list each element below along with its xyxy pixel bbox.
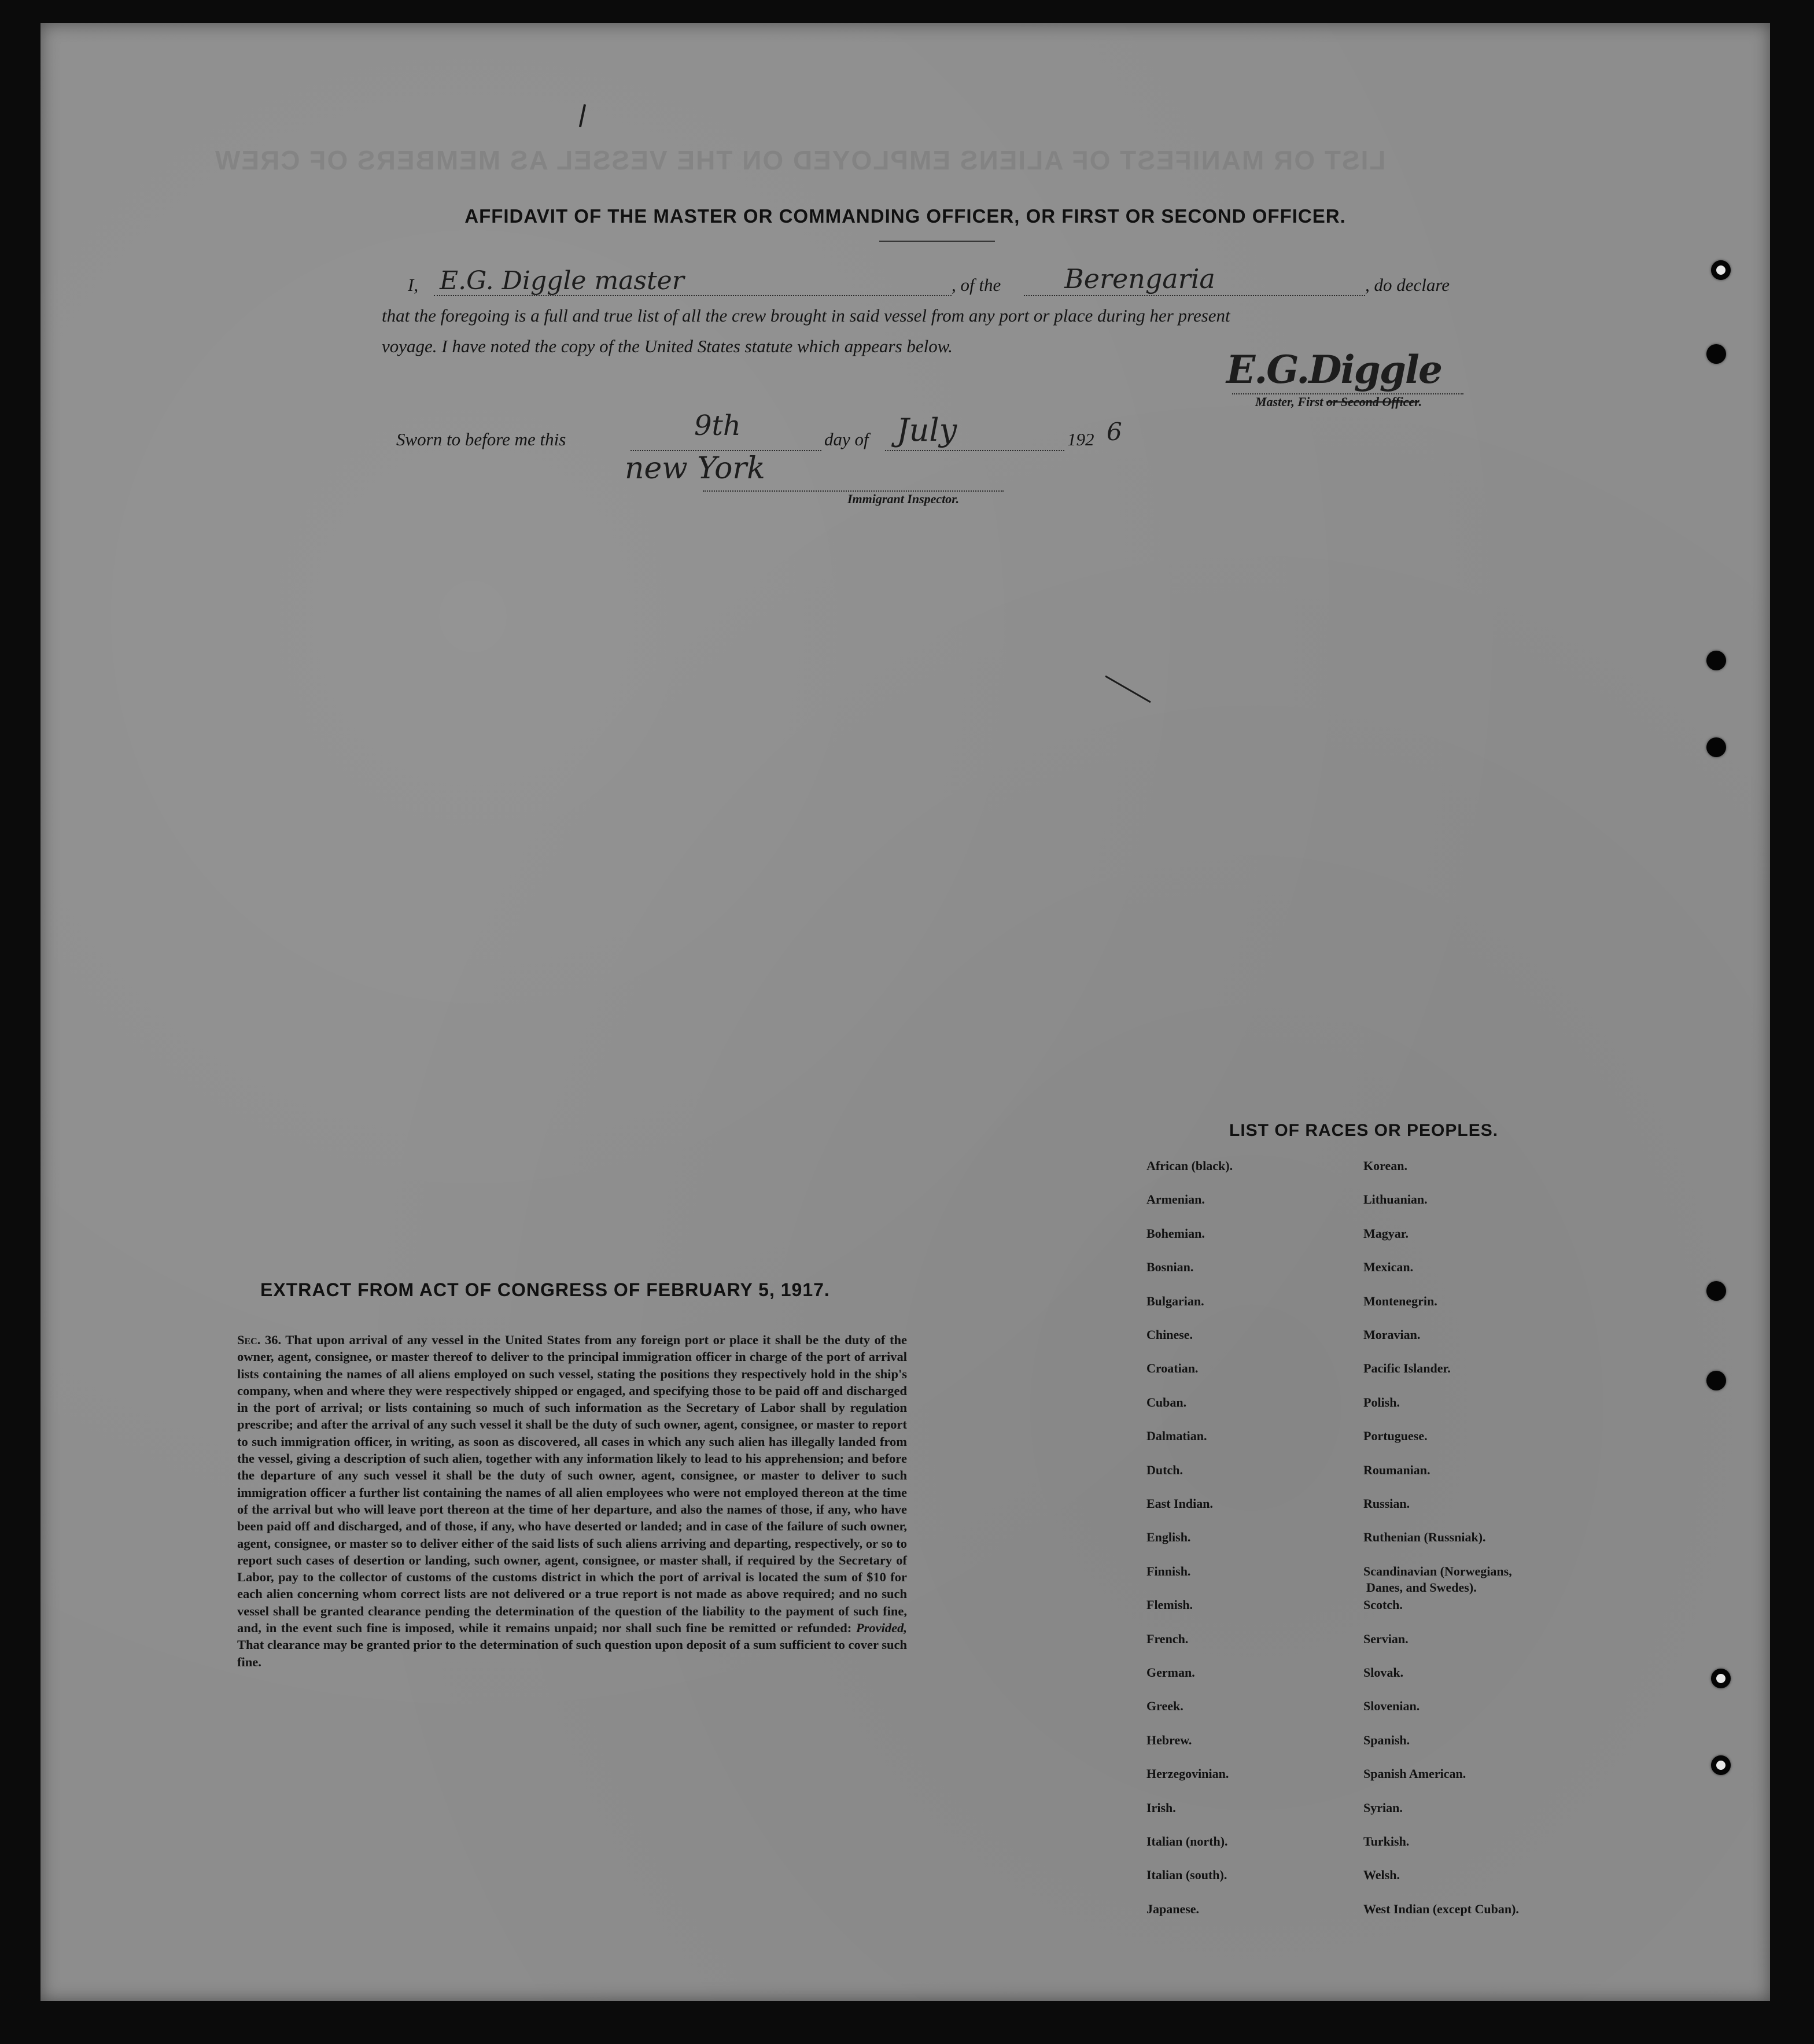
extract-title: EXTRACT FROM ACT OF CONGRESS OF FEBRUARY 5, 1917. (260, 1279, 830, 1300)
affidavit-line2: that the foregoing is a full and true list of all the crew brought in said vessel from any port or place during her present (382, 305, 1230, 326)
handwritten-month: July (897, 412, 957, 448)
handwritten-year-digit: 6 (1107, 418, 1122, 446)
affidavit-do-declare: , do declare (1365, 275, 1450, 295)
affidavit-of-the: , of the (952, 275, 1001, 295)
document-page (40, 23, 1770, 2001)
race-item: Croatian. (1146, 1361, 1199, 1376)
race-item: Slovenian. (1363, 1699, 1420, 1714)
binder-hole (1711, 1669, 1731, 1688)
race-item: Herzegovinian. (1146, 1766, 1229, 1781)
binder-hole (1711, 1755, 1731, 1775)
race-item: Italian (north). (1146, 1834, 1228, 1849)
race-item: Servian. (1363, 1631, 1409, 1646)
race-item: Finnish. (1146, 1563, 1191, 1578)
race-item: Cuban. (1146, 1394, 1187, 1410)
binder-hole (1706, 344, 1726, 364)
affidavit-line1-prefix: I, (408, 275, 419, 295)
race-item: Syrian. (1363, 1800, 1403, 1815)
race-item: Magyar. (1363, 1226, 1409, 1241)
race-item: German. (1146, 1665, 1195, 1680)
races-title: LIST OF RACES OR PEOPLES. (1229, 1121, 1499, 1140)
race-item: Welsh. (1363, 1868, 1400, 1883)
race-item: Dutch. (1146, 1462, 1183, 1477)
extract-body (237, 1331, 907, 1670)
affidavit-title: AFFIDAVIT OF THE MASTER OR COMMANDING OFFICER, OR FIRST OR SECOND OFFICER. (464, 205, 1346, 227)
sworn-year-prefix: 192 (1067, 429, 1094, 449)
race-item: French. (1146, 1631, 1189, 1646)
race-item: Ruthenian (Russniak). (1363, 1530, 1486, 1545)
sworn-day-label: day of (824, 429, 869, 449)
struck-second-officer: or Second Officer (1326, 394, 1419, 409)
race-item: Bulgarian. (1146, 1293, 1204, 1308)
race-item: Armenian. (1146, 1192, 1205, 1207)
race-item: Montenegrin. (1363, 1293, 1437, 1308)
race-item: Chinese. (1146, 1327, 1193, 1342)
section-label: Sec. 36. (237, 1333, 282, 1347)
race-item: East Indian. (1146, 1496, 1213, 1511)
race-item: Spanish American. (1363, 1766, 1466, 1781)
handwritten-place: new York (625, 451, 765, 486)
race-item: Korean. (1363, 1158, 1407, 1173)
stray-mark (1105, 676, 1151, 703)
race-item: Flemish. (1146, 1597, 1193, 1613)
race-item: Hebrew. (1146, 1732, 1192, 1747)
race-item: English. (1146, 1530, 1191, 1545)
handwritten-master-name: E.G. Diggle master (440, 266, 684, 296)
race-item: Dalmatian. (1146, 1429, 1207, 1444)
race-item: Greek. (1146, 1699, 1183, 1714)
handwritten-day: 9th (694, 409, 741, 442)
race-item: Polish. (1363, 1394, 1400, 1410)
race-item: Irish. (1146, 1800, 1176, 1815)
month-blank (885, 450, 1064, 451)
handwritten-vessel-name: Berengaria (1064, 263, 1215, 294)
statute-text: That upon arrival of any vessel in the United States from any foreign port or place it shall be the duty of the owner, agent, consignee, or master thereof to deliver to the principal immigration officer in charge of the port of arrival lists containing the names of all aliens employed on such vessel, stating the positions they respectively hold in the ship's company, when and where they were respectively shipped or engaged, and specifying those to be paid off and discharged in the port of arrival; or lists containing so much of such information as the Secretary of Labor shall by regulation prescribe; and after the arrival of any such vessel it shall be the duty of such owner, agent, consignee, or master to report to such immigration officer, in writing, as soon as discovered, all cases in which any such alien has illegally landed from the vessel, giving a description of such alien, together with any information likely to lead to his apprehension; and before the departure of any such vessel it shall be the duty of such owner, agent, consignee, or master to deliver to such immigration officer a further list containing the names of all alien employees who were not employed thereon at the time of the arrival but who will leave port thereon at the time of her departure, and also the names of those, if any, who have been paid off and discharged, and of those, if any, who have deserted or landed; and in case of the failure of such owner, agent, consignee, or master so to deliver either of the said lists of such aliens arriving and departing, respectively, or so to report such cases of desertion or landing, such owner, agent, consignee, or master shall, if required by the Secretary of Labor, pay to the collector of customs of the customs district in which the port of arrival is located the sum of $10 for each alien concerning whom correct lists are not delivered or a true report is not made as above required; and no such vessel shall be granted clearance pending the determination of the question of the liability to the payment of such fine, and, in the event such fine is imposed, while it remains unpaid; nor shall such fine be remitted or refunded: (237, 1333, 907, 1636)
race-item: Slovak. (1363, 1665, 1404, 1680)
race-item: Portuguese. (1363, 1429, 1428, 1444)
race-item: Turkish. (1363, 1834, 1410, 1849)
race-item: Moravian. (1363, 1327, 1421, 1342)
binder-hole (1706, 1371, 1726, 1390)
vessel-blank (1024, 295, 1365, 296)
bleed-through-header: LIST OR MANIFEST OF ALIENS EMPLOYED ON THE VESSEL AS MEMBERS OF CREW (214, 145, 1386, 175)
inspector-caption: Immigrant Inspector. (847, 492, 960, 506)
race-item: Danes, and Swedes). (1366, 1580, 1477, 1595)
master-signature: E.G.Diggle (1226, 347, 1441, 392)
binder-hole (1711, 260, 1731, 280)
race-item: Bosnian. (1146, 1260, 1194, 1275)
race-item: Scandinavian (Norwegians, (1363, 1563, 1512, 1578)
sworn-prefix: Sworn to before me this (396, 429, 566, 449)
race-item: Russian. (1363, 1496, 1410, 1511)
race-item: Bohemian. (1146, 1226, 1205, 1241)
stray-mark (579, 104, 586, 127)
title-divider (879, 241, 995, 242)
race-item: West Indian (except Cuban). (1363, 1901, 1519, 1916)
race-item: Mexican. (1363, 1260, 1414, 1275)
binder-hole (1706, 737, 1726, 757)
race-item: Italian (south). (1146, 1868, 1227, 1883)
race-item: Lithuanian. (1363, 1192, 1428, 1207)
race-item: African (black). (1146, 1158, 1233, 1173)
provided-label: Provided, (856, 1621, 907, 1636)
provided-text: That clearance may be granted prior to the determination of such question upon deposit of a sum sufficient to cover such fine. (237, 1637, 907, 1669)
signature-caption: Master, First or Second Officer. (1255, 394, 1422, 409)
binder-hole (1706, 651, 1726, 670)
race-item: Spanish. (1363, 1732, 1410, 1747)
binder-hole (1706, 1281, 1726, 1301)
race-item: Scotch. (1363, 1597, 1403, 1613)
race-item: Pacific Islander. (1363, 1361, 1451, 1376)
affidavit-line3: voyage. I have noted the copy of the United States statute which appears below. (382, 336, 953, 356)
race-item: Japanese. (1146, 1901, 1200, 1916)
race-item: Roumanian. (1363, 1462, 1430, 1477)
